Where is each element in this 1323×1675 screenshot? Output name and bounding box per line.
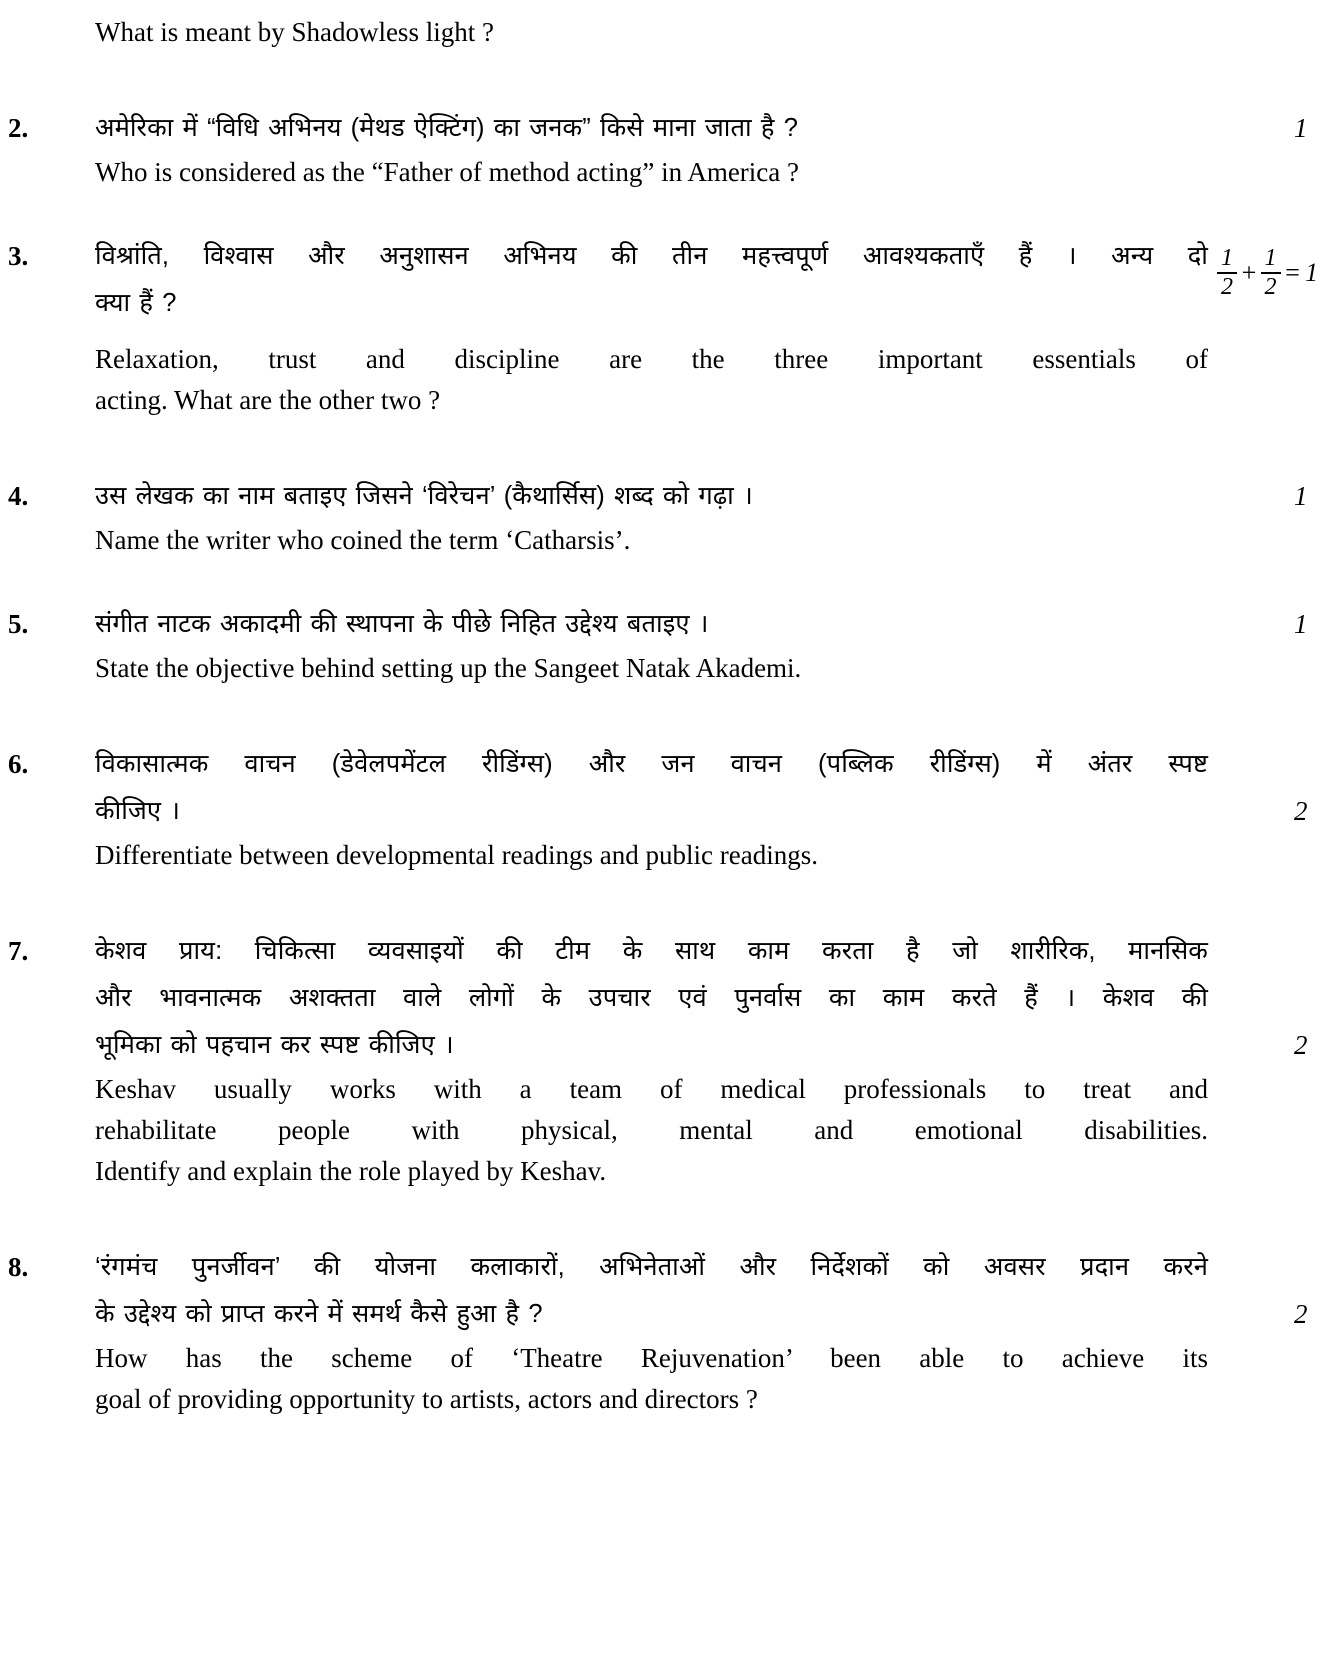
question-line-hindi: विश्रांति, विश्वास और अनुशासन अभिनय की तीन महत्त्वपूर्ण आवश्यकताएँ हैं । अन्य दो	[95, 242, 1208, 270]
question-body-6	[95, 741, 1208, 876]
question-marks-3	[1208, 233, 1323, 300]
fraction-marks	[1216, 246, 1318, 300]
spacer	[0, 876, 1323, 928]
question-line-hindi: ‘रंगमंच पुनर्जीवन’ की योजना कलाकारों, अभिनेताओं और निर्देशकों को अवसर प्रदान करने	[95, 1253, 1208, 1281]
question-block-continuation	[0, 12, 1323, 53]
spacer	[0, 53, 1323, 105]
question-line-english: acting. What are the other two ?	[95, 385, 441, 415]
question-line-hindi: क्या हैं ?	[95, 289, 177, 317]
spacer	[0, 561, 1323, 601]
spacer	[0, 0, 1323, 12]
equals-operator: =	[1283, 258, 1302, 288]
question-marks-5: 1	[1294, 609, 1308, 639]
spacer	[95, 327, 1208, 339]
question-number-3: 3.	[8, 241, 29, 271]
question-number-4: 4.	[8, 481, 29, 511]
question-block-4	[0, 473, 1323, 561]
question-number-7: 7.	[8, 936, 29, 966]
question-line-english: rehabilitate people with physical, mental and emotional disabilities.	[95, 1115, 1208, 1145]
question-marks-8: 2	[1294, 1299, 1308, 1329]
question-line-hindi: कीजिए ।	[95, 797, 181, 825]
question-body-4	[95, 473, 1208, 561]
question-block-8	[0, 1244, 1323, 1420]
question-line-english: Relaxation, trust and discipline are the three important essentials of	[95, 344, 1208, 374]
question-marks-4: 1	[1294, 481, 1308, 511]
question-block-3	[0, 233, 1323, 421]
fraction-one-half-second	[1261, 246, 1281, 300]
question-marks-7: 2	[1294, 1030, 1308, 1060]
question-line-hindi: अमेरिका में “विधि अभिनय (मेथड ऐक्टिंग) का जनक” किसे माना जाता है ?	[95, 114, 798, 142]
question-number-8: 8.	[8, 1252, 29, 1282]
question-line-english: Differentiate between developmental readings and public readings.	[95, 840, 818, 870]
fraction-numerator: 1	[1221, 245, 1233, 271]
question-line-hindi: भूमिका को पहचान कर स्पष्ट कीजिए ।	[95, 1031, 454, 1059]
spacer	[0, 421, 1323, 473]
fraction-denominator: 2	[1261, 272, 1281, 300]
question-line-english: What is meant by Shadowless light ?	[95, 17, 494, 47]
question-body-7	[95, 928, 1208, 1192]
question-line-english: Identify and explain the role played by Keshav.	[95, 1156, 607, 1186]
question-line-english: goal of providing opportunity to artists, actors and directors ?	[95, 1384, 758, 1414]
spacer	[0, 193, 1323, 233]
fraction-one-half-first	[1217, 246, 1237, 300]
question-line-hindi: के उद्देश्य को प्राप्त करने में समर्थ कैसे हुआ है ?	[95, 1300, 543, 1328]
question-body-8	[95, 1244, 1208, 1420]
question-line-english: State the objective behind setting up the Sangeet Natak Akademi.	[95, 653, 802, 683]
fraction-result: 1	[1305, 258, 1319, 288]
question-block-6	[0, 741, 1323, 876]
question-block-5	[0, 601, 1323, 689]
question-line-english: Who is considered as the “Father of method acting” in America ?	[95, 157, 800, 187]
question-number-5: 5.	[8, 609, 29, 639]
question-body-5	[95, 601, 1208, 689]
question-line-hindi: केशव प्राय: चिकित्सा व्यवसाइयों की टीम के साथ काम करता है जो शारीरिक, मानसिक	[95, 937, 1208, 965]
fraction-denominator: 2	[1217, 272, 1237, 300]
question-marks-2: 1	[1294, 113, 1308, 143]
question-block-2	[0, 105, 1323, 193]
question-body-2	[95, 105, 1208, 193]
question-number-6: 6.	[8, 749, 29, 779]
spacer	[0, 689, 1323, 741]
question-line-english: Name the writer who coined the term ‘Catharsis’.	[95, 525, 631, 555]
question-body	[95, 12, 1208, 53]
question-line-english: How has the scheme of ‘Theatre Rejuvenation’ been able to achieve its	[95, 1343, 1208, 1373]
question-body-3	[95, 233, 1208, 421]
question-number-2: 2.	[8, 113, 29, 143]
question-marks-6: 2	[1294, 796, 1308, 826]
question-line-english: Keshav usually works with a team of medical professionals to treat and	[95, 1074, 1208, 1104]
question-line-hindi: संगीत नाटक अकादमी की स्थापना के पीछे निहित उद्देश्य बताइए ।	[95, 610, 709, 638]
spacer	[0, 1192, 1323, 1244]
plus-operator: +	[1240, 258, 1258, 288]
question-line-hindi: उस लेखक का नाम बताइए जिसने ‘विरेचन’ (कैथार्सिस) शब्द को गढ़ा ।	[95, 482, 753, 510]
question-block-7	[0, 928, 1323, 1192]
question-line-hindi: विकासात्मक वाचन (डेवेलपमेंटल रीडिंग्स) और जन वाचन (पब्लिक रीडिंग्स) में अंतर स्पष्ट	[95, 750, 1208, 778]
fraction-numerator: 1	[1264, 245, 1277, 271]
question-line-hindi: और भावनात्मक अशक्तता वाले लोगों के उपचार एवं पुनर्वास का काम करते हैं । केशव की	[95, 984, 1208, 1012]
